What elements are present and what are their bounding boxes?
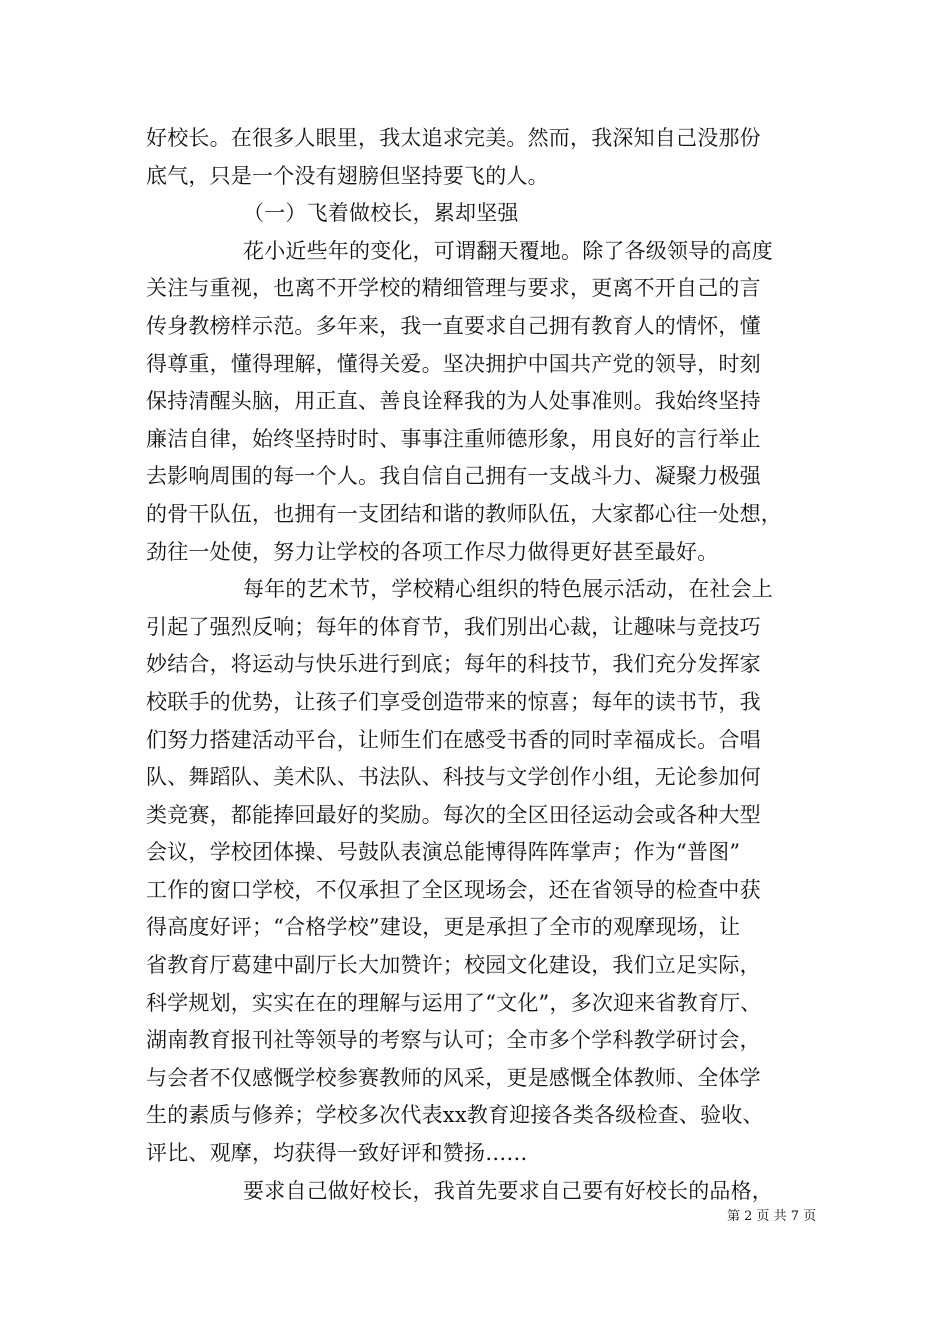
text-line: 底气，只是一个没有翅膀但坚持要飞的人。 — [146, 163, 549, 188]
text-line: 劲往一处使，努力让学校的各项工作尽力做得更好甚至最好。 — [146, 539, 719, 564]
text-line: 与会者不仅感慨学校参赛教师的风采，更是感慨全体教师、全体学 — [146, 1065, 761, 1090]
text-line: 好校长。在很多人眼里，我太追求完美。然而，我深知自己没那份 — [146, 126, 761, 150]
text-line: 传身教榜样示范。多年来，我一直要求自己拥有教育人的情怀，懂 — [146, 313, 761, 338]
text-line: 类竞赛，都能捧回最好的奖励。每次的全区田径运动会或各种大型 — [146, 802, 761, 827]
text-line: 湖南教育报刊社等领导的考察与认可；全市多个学科教学研讨会， — [146, 1028, 761, 1053]
text-line: 队、舞蹈队、美术队、书法队、科技与文学创作小组，无论参加何 — [146, 765, 761, 790]
text-line: 花小近些年的变化，可谓翻天覆地。除了各级领导的高度 — [243, 238, 773, 263]
text-line: 关注与重视，也离不开学校的精细管理与要求，更离不开自己的言 — [146, 276, 761, 301]
text-line: 评比、观摩，均获得一致好评和赞扬…… — [146, 1141, 528, 1166]
text-line: 去影响周围的每一个人。我自信自己拥有一支战斗力、凝聚力极强 — [146, 464, 761, 489]
page-footer: 第 2 页 共 7 页 — [727, 1209, 817, 1224]
text-line: 们努力搭建活动平台，让师生们在感受书香的同时幸福成长。合唱 — [146, 727, 761, 752]
text-line: 科学规划，实实在在的理解与运用了“文化”，多次迎来省教育厅、 — [146, 990, 762, 1015]
text-line: 校联手的优势，让孩子们享受创造带来的惊喜；每年的读书节，我 — [146, 689, 761, 714]
text-line: 廉洁自律，始终坚持时时、事事注重师德形象，用良好的言行举止 — [146, 426, 761, 451]
text-line: 要求自己做好校长，我首先要求自己要有好校长的品格， — [243, 1178, 773, 1203]
text-line: 的骨干队伍，也拥有一支团结和谐的教师队伍，大家都心往一处想， — [146, 501, 782, 526]
text-line: 得高度好评；“合格学校”建设，更是承担了全市的观摩现场，让 — [146, 915, 741, 940]
text-line: （一）飞着做校长，累却坚强 — [243, 201, 519, 226]
text-line: 省教育厅葛建中副厅长大加赞许；校园文化建设，我们立足实际， — [146, 953, 761, 978]
text-line: 工作的窗口学校，不仅承担了全区现场会，还在省领导的检查中获 — [146, 877, 761, 902]
text-line: 会议，学校团体操、号鼓队表演总能博得阵阵掌声；作为“普图” — [146, 840, 741, 865]
text-line: 得尊重，懂得理解，懂得关爱。坚决拥护中国共产党的领导，时刻 — [146, 351, 761, 376]
text-line: 每年的艺术节，学校精心组织的特色展示活动，在社会上 — [243, 577, 773, 602]
body-text — [146, 120, 826, 1210]
text-line: 妙结合，将运动与快乐进行到底；每年的科技节，我们充分发挥家 — [146, 652, 761, 677]
text-line: 保持清醒头脑，用正直、善良诠释我的为人处事准则。我始终坚持 — [146, 389, 761, 414]
text-line: 引起了强烈反响；每年的体育节，我们别出心裁，让趣味与竞技巧 — [146, 614, 761, 639]
text-line: 生的素质与修养；学校多次代表xx教育迎接各类各级检查、验收、 — [146, 1103, 764, 1128]
